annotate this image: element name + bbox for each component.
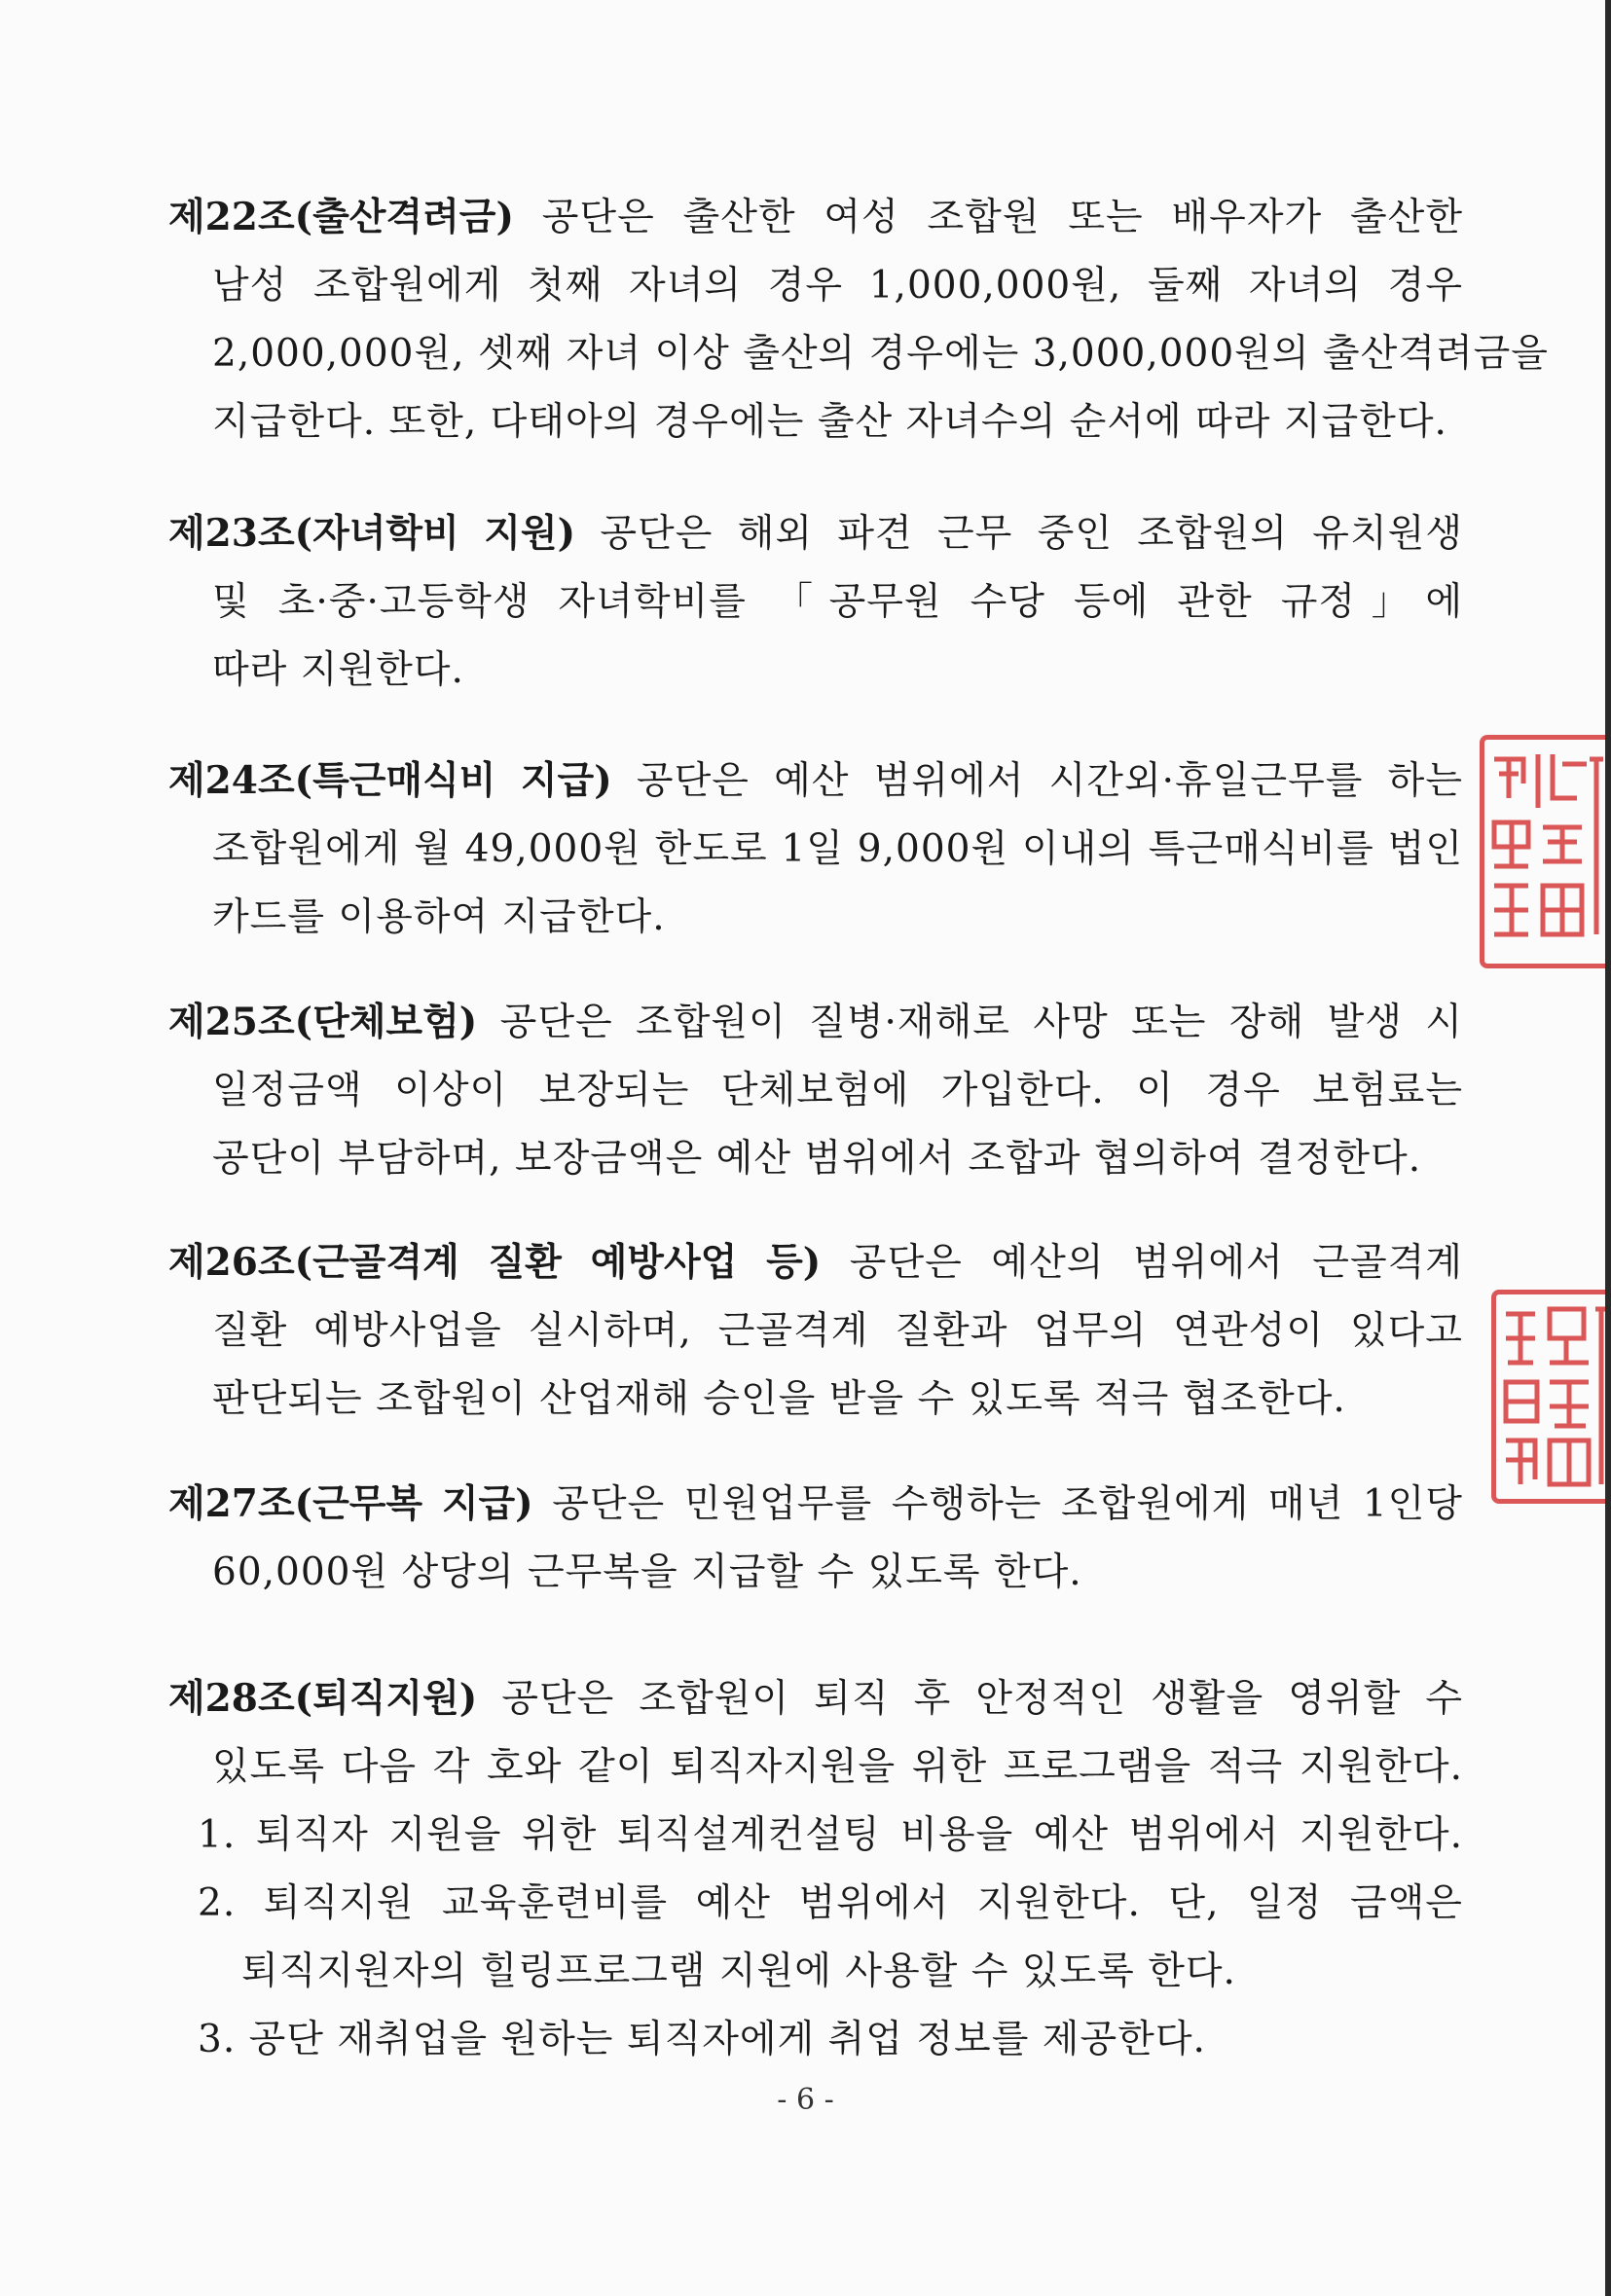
scan-edge-border [1605, 0, 1611, 2296]
article-22-line-1: 제22조(출산격려금) 공단은 출산한 여성 조합원 또는 배우자가 출산한 [168, 195, 1463, 239]
article-27 [168, 1470, 1463, 1607]
article-22-line-3: 2,000,000원, 셋째 자녀 이상 출산의 경우에는 3,000,000원의 출산격려금을 [212, 332, 1549, 376]
article-25 [168, 988, 1463, 1193]
article-22 [168, 183, 1549, 456]
seal-stamp-lower [1491, 1290, 1611, 1504]
article-24-heading: 제24조(특근매식비 지급) [168, 758, 612, 803]
article-23 [168, 499, 1463, 705]
article-22-line-4: 지급한다. 또한, 다태아의 경우에는 출산 자녀수의 순서에 따라 지급한다. [212, 400, 1447, 444]
article-28 [168, 1664, 1463, 2074]
article-28-heading: 제28조(퇴직지원) [168, 1676, 478, 1721]
article-23-line-3: 따라 지원한다. [212, 648, 464, 692]
article-27-line-2: 60,000원 상당의 근무복을 지급할 수 있도록 한다. [212, 1550, 1082, 1594]
article-23-heading: 제23조(자녀학비 지원) [168, 511, 576, 556]
article-28-line-1: 제28조(퇴직지원) 공단은 조합원이 퇴직 후 안정적인 생활을 영위할 수 [168, 1676, 1463, 1721]
article-22-line-2: 남성 조합원에게 첫째 자녀의 경우 1,000,000원, 둘째 자녀의 경우 [212, 264, 1463, 308]
article-24-line-3: 카드를 이용하여 지급한다. [212, 895, 666, 939]
page-number: - 6 - [777, 2083, 834, 2117]
article-28-item-2-cont: 퇴직지원자의 힐링프로그램 지원에 사용할 수 있도록 한다. [241, 1950, 1236, 1993]
article-23-line-1: 제23조(자녀학비 지원) 공단은 해외 파견 근무 중인 조합원의 유치원생 [168, 511, 1463, 556]
article-25-line-2: 일정금액 이상이 보장되는 단체보험에 가입한다. 이 경우 보험료는 [212, 1069, 1463, 1112]
article-28-item-2: 2. 퇴직지원 교육훈련비를 예산 범위에서 지원한다. 단, 일정 금액은 [198, 1881, 1463, 1925]
article-25-line-1: 제25조(단체보험) 공단은 조합원이 질병·재해로 사망 또는 장해 발생 시 [168, 1000, 1463, 1044]
article-27-line-1: 제27조(근무복 지급) 공단은 민원업무를 수행하는 조합원에게 매년 1인당 [168, 1481, 1463, 1526]
article-27-heading: 제27조(근무복 지급) [168, 1481, 533, 1526]
article-26 [168, 1228, 1463, 1434]
article-25-heading: 제25조(단체보험) [168, 1000, 478, 1044]
article-28-line-2: 있도록 다음 각 호와 같이 퇴직자지원을 위한 프로그램을 적극 지원한다. [212, 1745, 1463, 1789]
article-26-line-3: 판단되는 조합원이 산업재해 승인을 받을 수 있도록 적극 협조한다. [212, 1377, 1346, 1421]
article-26-line-1: 제26조(근골격계 질환 예방사업 등) 공단은 예산의 범위에서 근골격계 [168, 1240, 1463, 1285]
article-25-line-3: 공단이 부담하며, 보장금액은 예산 범위에서 조합과 협의하여 결정한다. [212, 1137, 1422, 1181]
article-24-line-1: 제24조(특근매식비 지급) 공단은 예산 범위에서 시간외·휴일근무를 하는 [168, 758, 1463, 803]
seal-stamp-upper [1480, 735, 1611, 968]
article-24 [168, 747, 1463, 952]
article-24-line-2: 조합원에게 월 49,000원 한도로 1일 9,000원 이내의 특근매식비를 법인 [212, 827, 1463, 871]
article-26-heading: 제26조(근골격계 질환 예방사업 등) [168, 1240, 822, 1285]
article-28-item-3: 3. 공단 재취업을 원하는 퇴직자에게 취업 정보를 제공한다. [198, 2018, 1206, 2061]
article-28-item-1: 1. 퇴직자 지원을 위한 퇴직설계컨설팅 비용을 예산 범위에서 지원한다. [198, 1813, 1463, 1857]
article-23-line-2: 및 초·중·고등학생 자녀학비를 「공무원 수당 등에 관한 규정」에 [212, 580, 1463, 624]
article-26-line-2: 질환 예방사업을 실시하며, 근골격계 질환과 업무의 연관성이 있다고 [212, 1309, 1463, 1353]
article-22-heading: 제22조(출산격려금) [168, 195, 514, 239]
